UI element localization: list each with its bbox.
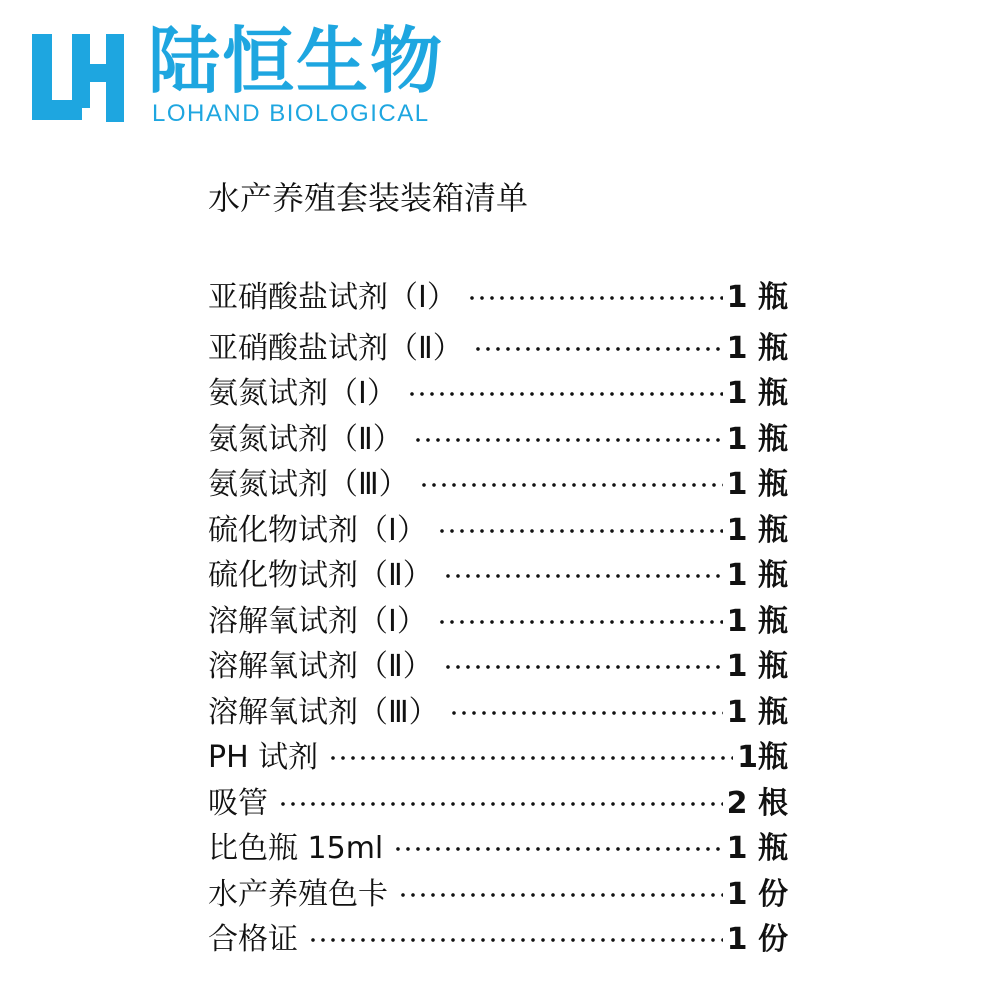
list-item [208,326,788,372]
item-name: 溶解氧试剂（Ⅲ） [208,694,439,730]
item-quantity: 1 瓶 [726,376,788,412]
dot-leader [467,296,723,300]
list-item [208,690,788,736]
list-item [208,270,788,326]
item-quantity: 1 瓶 [726,694,788,730]
dot-leader [413,438,723,442]
item-quantity: 1 瓶 [726,603,788,639]
packing-list-title: 水产养殖套装装箱清单 [208,179,529,217]
list-item [208,508,788,554]
item-name: 亚硝酸盐试剂（Ⅱ） [208,330,463,366]
dot-leader [437,529,723,533]
list-item [208,827,788,873]
list-item [208,417,788,463]
item-quantity: 1 份 [726,876,788,912]
item-name: 硫化物试剂（Ⅰ） [208,512,427,548]
item-quantity: 1 瓶 [726,280,788,315]
lh-logo-icon [28,28,132,124]
packing-list [208,270,788,963]
list-item [208,645,788,691]
item-quantity: 1 瓶 [726,330,788,366]
item-quantity: 1 份 [726,922,788,958]
dot-leader [407,392,723,396]
dot-leader [308,938,723,942]
item-quantity: 1 瓶 [726,649,788,685]
item-quantity: 1 瓶 [726,467,788,503]
dot-leader [419,483,723,487]
brand-name-en: LOHAND BIOLOGICAL [152,100,430,127]
list-item [208,554,788,600]
dot-leader [278,802,723,806]
dot-leader [443,665,723,669]
item-name: 氨氮试剂（Ⅰ） [208,376,397,412]
brand-name-cn: 陆恒生物 [148,19,445,103]
brand-logo [28,18,458,128]
list-item [208,872,788,918]
item-name: 硫化物试剂（Ⅱ） [208,558,433,594]
dot-leader [437,620,723,624]
item-quantity: 1瓶 [737,740,788,776]
item-name: 比色瓶 15ml [208,831,384,867]
item-quantity: 1 瓶 [726,831,788,867]
item-name: 吸管 [208,785,268,821]
item-name: 合格证 [208,922,298,958]
list-item [208,781,788,827]
list-item [208,918,788,964]
item-name: 氨氮试剂（Ⅲ） [208,467,409,503]
dot-leader [328,756,733,760]
list-item [208,372,788,418]
dot-leader [398,893,723,897]
item-name: 水产养殖色卡 [208,876,388,912]
dot-leader [449,711,723,715]
item-name: 溶解氧试剂（Ⅰ） [208,603,427,639]
dot-leader [393,847,722,851]
list-item [208,736,788,782]
item-name: 溶解氧试剂（Ⅱ） [208,649,433,685]
item-quantity: 1 瓶 [726,512,788,548]
item-name: 亚硝酸盐试剂（Ⅰ） [208,280,457,315]
item-quantity: 1 瓶 [726,421,788,457]
item-quantity: 2 根 [726,785,788,821]
list-item [208,463,788,509]
list-item [208,599,788,645]
dot-leader [443,574,723,578]
dot-leader [473,347,723,351]
item-quantity: 1 瓶 [726,558,788,594]
item-name: 氨氮试剂（Ⅱ） [208,421,403,457]
item-name: PH 试剂 [208,740,319,776]
